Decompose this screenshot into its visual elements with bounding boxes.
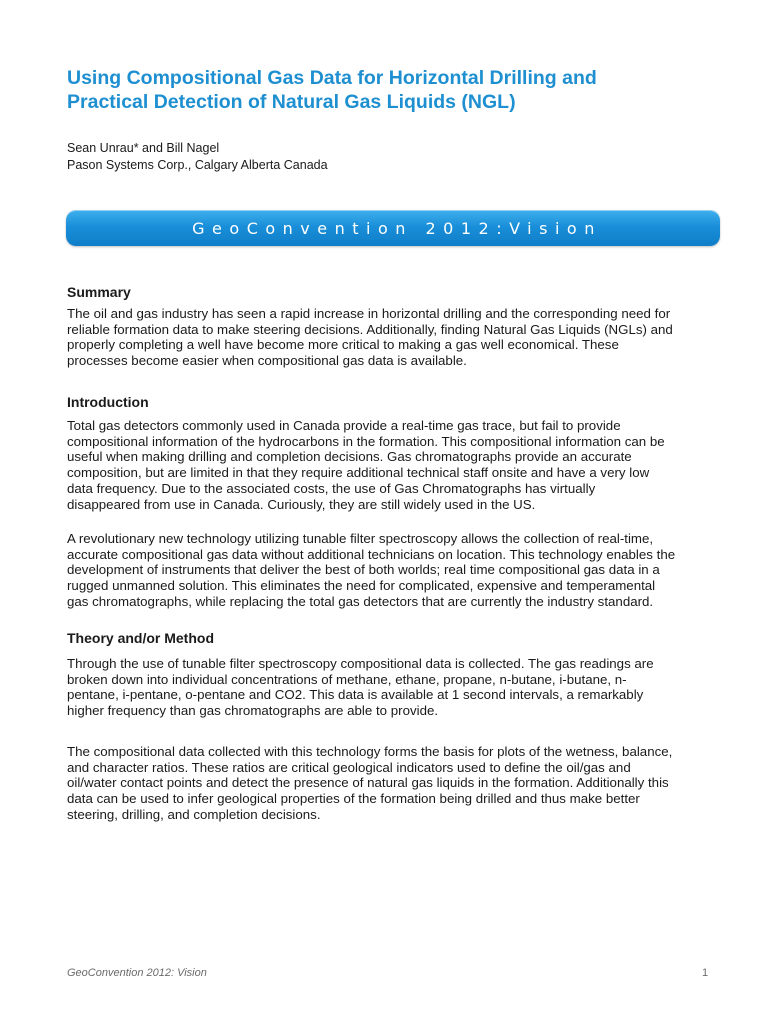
text-line: oil/water contact points and detect the presence of natural gas liquids in the formation. Additionally this bbox=[67, 775, 669, 791]
text-line: Total gas detectors commonly used in Canada provide a real-time gas trace, but fail to provide bbox=[67, 418, 621, 433]
author-names: Sean Unrau* and Bill Nagel bbox=[67, 141, 220, 155]
text-line: data frequency. Due to the associated costs, the use of Gas Chromatographs has virtually bbox=[67, 480, 596, 496]
introduction-paragraph-2 bbox=[67, 531, 717, 610]
page-footer-conference: GeoConvention 2012: Vision bbox=[67, 967, 207, 979]
text-line: The compositional data collected with this technology forms the basis for plots of the wetness, balance, bbox=[67, 744, 673, 759]
summary-paragraph bbox=[67, 306, 717, 369]
text-line: composition, but are limited in that they require additional technical staff onsite and have a very low bbox=[67, 465, 650, 481]
conference-banner bbox=[66, 210, 720, 246]
text-line: properly completing a well have become more critical to making a gas well economical. These bbox=[67, 337, 619, 353]
text-line: processes become easier when compositional gas data is available. bbox=[67, 353, 467, 369]
title-line: Practical Detection of Natural Gas Liquids (NGL) bbox=[67, 91, 516, 113]
title-line: Using Compositional Gas Data for Horizontal Drilling and bbox=[67, 67, 597, 89]
text-line: gas chromatographs, while replacing the total gas detectors that are currently the industry standard. bbox=[67, 593, 654, 609]
theory-paragraph-1 bbox=[67, 656, 717, 719]
text-line: reliable formation data to make steering decisions. Additionally, finding Natural Gas Liquids (NGLs) and bbox=[67, 321, 673, 337]
text-line: useful when making drilling and completion decisions. Gas chromatographs provide an accurate bbox=[67, 449, 632, 465]
conference-banner-text: GeoConvention 2012:Vision bbox=[192, 218, 602, 238]
text-line: broken down into individual concentrations of methane, ethane, propane, n-butane, i-butane, n- bbox=[67, 671, 627, 687]
text-line: The oil and gas industry has seen a rapid increase in horizontal drilling and the corresponding need for bbox=[67, 306, 671, 321]
text-line: Through the use of tunable filter spectroscopy compositional data is collected. The gas readings are bbox=[67, 656, 654, 671]
text-line: and character ratios. These ratios are critical geological indicators used to define the oil/gas and bbox=[67, 759, 631, 775]
text-line: accurate compositional gas data without additional technicians on location. This technology enables the bbox=[67, 546, 676, 562]
theory-paragraph-2 bbox=[67, 744, 717, 823]
text-line: higher frequency than gas chromatographs are able to provide. bbox=[67, 703, 439, 719]
section-heading-introduction: Introduction bbox=[67, 394, 149, 410]
author-block bbox=[67, 140, 328, 174]
section-heading-summary: Summary bbox=[67, 284, 131, 300]
text-line: A revolutionary new technology utilizing tunable filter spectroscopy allows the collection of real-time, bbox=[67, 531, 654, 546]
text-line: compositional information of the hydrocarbons in the formation. This compositional information can be bbox=[67, 433, 665, 449]
text-line: rugged unmanned solution. This eliminates the need for complicated, expensive and temperamental bbox=[67, 578, 656, 594]
text-line: data can be used to infer geological properties of the formation being drilled and thus make better bbox=[67, 791, 640, 807]
author-affiliation: Pason Systems Corp., Calgary Alberta Canada bbox=[67, 158, 328, 172]
text-line: development of instruments that deliver the best of both worlds; real time compositional gas data in a bbox=[67, 562, 660, 578]
introduction-paragraph-1 bbox=[67, 418, 717, 512]
text-line: pentane, i-pentane, o-pentane and CO2. This data is available at 1 second intervals, a remarkably bbox=[67, 687, 644, 703]
page-number: 1 bbox=[702, 967, 709, 979]
section-heading-theory-method: Theory and/or Method bbox=[67, 630, 214, 646]
text-line: disappeared from use in Canada. Curiously, they are still widely used in the US. bbox=[67, 496, 536, 512]
text-line: steering, drilling, and completion decisions. bbox=[67, 806, 321, 822]
paper-title bbox=[67, 66, 707, 114]
